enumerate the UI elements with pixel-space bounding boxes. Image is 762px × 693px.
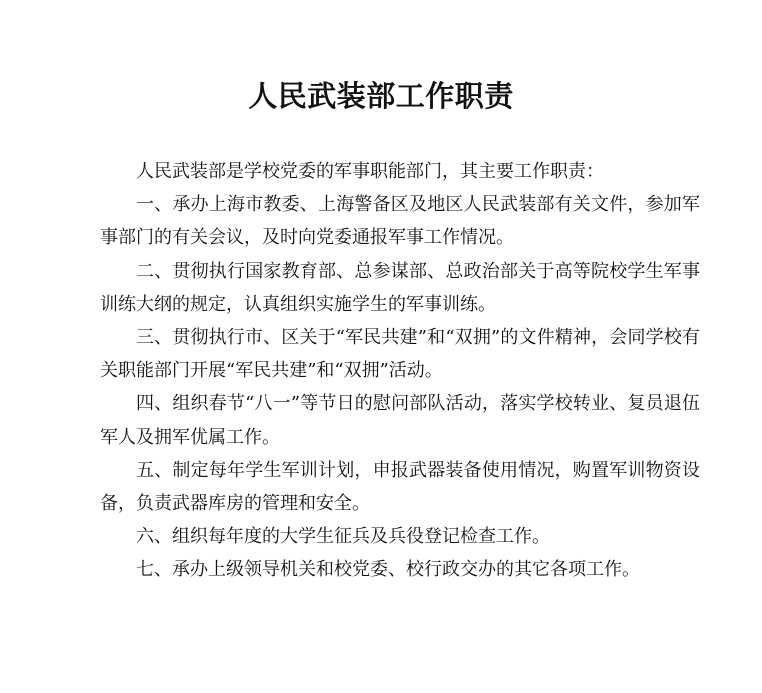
intro-paragraph: 人民武装部是学校党委的军事职能部门，其主要工作职责： <box>136 161 604 182</box>
document-body <box>100 155 700 587</box>
document-title: 人民武装部工作职责 <box>248 79 514 113</box>
duty-item-4: 四、组织春节“八一”等节日的慰问部队活动，落实学校转业、复员退伍军人及拥军优属工作。 <box>100 393 700 448</box>
duty-item-6: 六、组织每年度的大学生征兵及兵役登记检查工作。 <box>136 526 550 548</box>
duty-item-2: 二、贯彻执行国家教育部、总参谋部、总政治部关于高等院校学生军事训练大纲的规定，认真组织实施学生的军事训练。 <box>100 260 700 315</box>
duty-item-3: 三、贯彻执行市、区关于“军民共建”和“双拥”的文件精神，会同学校有关职能部门开展“军民共建”和“双拥”活动。 <box>100 327 700 382</box>
duty-item-5: 五、制定每年学生军训计划，申报武器装备使用情况，购置军训物资设备，负责武器库房的管理和安全。 <box>100 459 700 515</box>
duty-item-7: 七、承办上级领导机关和校党委、校行政交办的其它各项工作。 <box>136 559 640 581</box>
duty-item-1: 一、承办上海市教委、上海警备区及地区人民武装部有关文件，参加军事部门的有关会议，及时向党委通报军事工作情况。 <box>100 194 700 249</box>
